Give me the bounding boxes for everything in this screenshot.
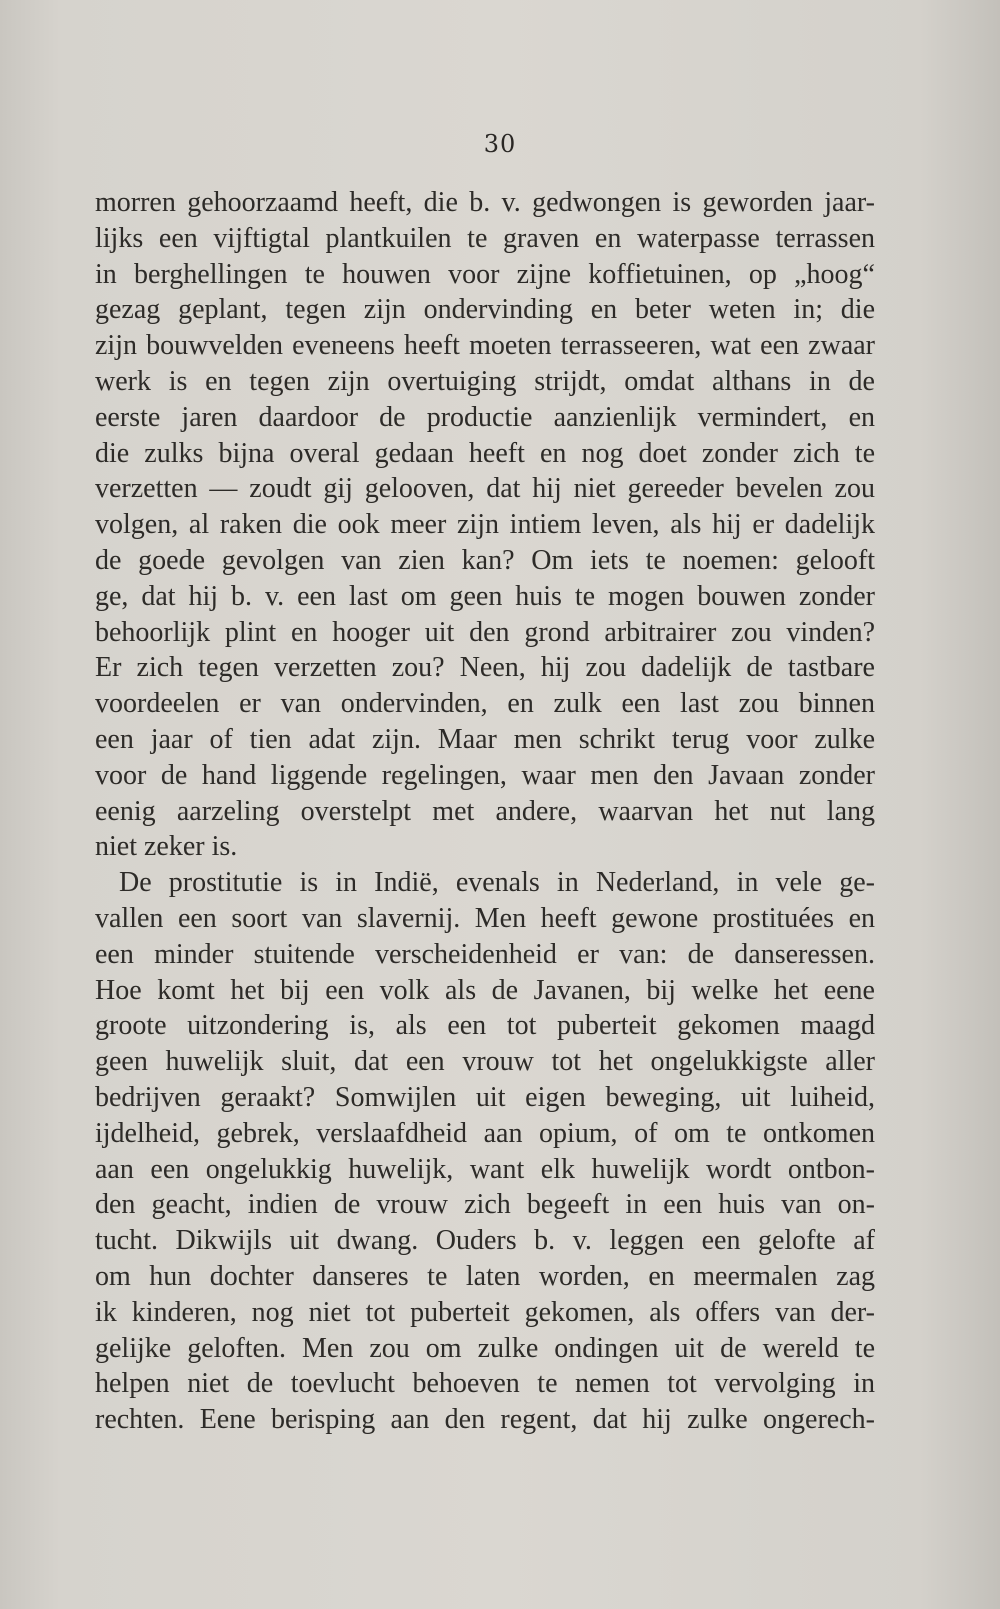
text-line: eerste jaren daardoor de productie aanzienlijk vermindert, en [95,401,875,433]
text-line: ik kinderen, nog niet tot puberteit gekomen, als offers van der- [95,1296,875,1328]
text-line: morren gehoorzaamd heeft, die b. v. gedwongen is geworden jaar- [95,187,875,218]
text-line: behoorlijk plint en hooger uit den grond arbitrairer zou vinden? [95,616,875,648]
text-line: gezag geplant, tegen zijn ondervinding en beter weten in; die [95,294,875,326]
text-line: een minder stuitende verscheidenheid er van: de danseressen. [95,938,875,970]
text-line: lijks een vijftigtal plantkuilen te graven en waterpasse terrassen [95,222,875,254]
text-line: een jaar of tien adat zijn. Maar men schrikt terug voor zulke [95,723,875,755]
text-line: rechten. Eene berisping aan den regent, dat hij zulke ongerech- [95,1404,875,1436]
text-line: voordeelen er van ondervinden, en zulk een last zou binnen [95,688,875,720]
text-line: de goede gevolgen van zien kan? Om iets te noemen: gelooft [95,544,875,576]
text-line: werk is en tegen zijn overtuiging strijdt, omdat althans in de [95,365,875,397]
text-line: die zulks bijna overal gedaan heeft en nog doet zonder zich te [95,437,875,469]
text-line: ge, dat hij b. v. een last om geen huis te mogen bouwen zonder [95,580,875,612]
text-line: volgen, al raken die ook meer zijn intiem leven, als hij er dadelijk [95,509,875,541]
text-line: in berghellingen te houwen voor zijne koffietuinen, op „hoog“ [95,258,875,290]
text-line: om hun dochter danseres te laten worden, en meermalen zag [95,1260,875,1292]
text-line: aan een ongelukkig huwelijk, want elk huwelijk wordt ontbon- [95,1153,875,1185]
paragraph-1 [95,185,875,865]
text-line: groote uitzondering is, als een tot puberteit gekomen maagd [95,1010,875,1042]
text-line: ijdelheid, gebrek, verslaafdheid aan opium, of om te ontkomen [95,1117,875,1149]
paragraph-2 [95,865,875,1438]
text-line: eenig aarzeling overstelpt met andere, waarvan het nut lang [95,795,875,827]
text-line: Er zich tegen verzetten zou? Neen, hij zou dadelijk de tastbare [95,652,875,684]
text-line: De prostitutie is in Indië, evenals in Nederland, in vele ge- [119,867,875,899]
text-line: tucht. Dikwijls uit dwang. Ouders b. v. leggen een gelofte af [95,1225,875,1257]
text-line: geen huwelijk sluit, dat een vrouw tot het ongelukkigste aller [95,1046,875,1078]
text-line: vallen een soort van slavernij. Men heeft gewone prostituées en [95,902,875,934]
text-line: voor de hand liggende regelingen, waar men den Javaan zonder [95,759,875,791]
body-text [95,185,875,1438]
text-line: helpen niet de toevlucht behoeven te nemen tot vervolging in [95,1368,875,1400]
text-line: den geacht, indien de vrouw zich begeeft in een huis van on- [95,1189,875,1221]
text-line: niet zeker is. [95,831,238,863]
text-line: verzetten — zoudt gij gelooven, dat hij niet gereeder bevelen zou [95,473,875,505]
text-line: gelijke geloften. Men zou om zulke ondingen uit de wereld te [95,1332,875,1364]
text-line: zijn bouwvelden eveneens heeft moeten terrasseeren, wat een zwaar [95,330,875,362]
page-number: 30 [483,130,517,158]
text-line: Hoe komt het bij een volk als de Javanen, bij welke het eene [95,974,875,1006]
text-line: bedrijven geraakt? Somwijlen uit eigen beweging, uit luiheid, [95,1081,875,1113]
